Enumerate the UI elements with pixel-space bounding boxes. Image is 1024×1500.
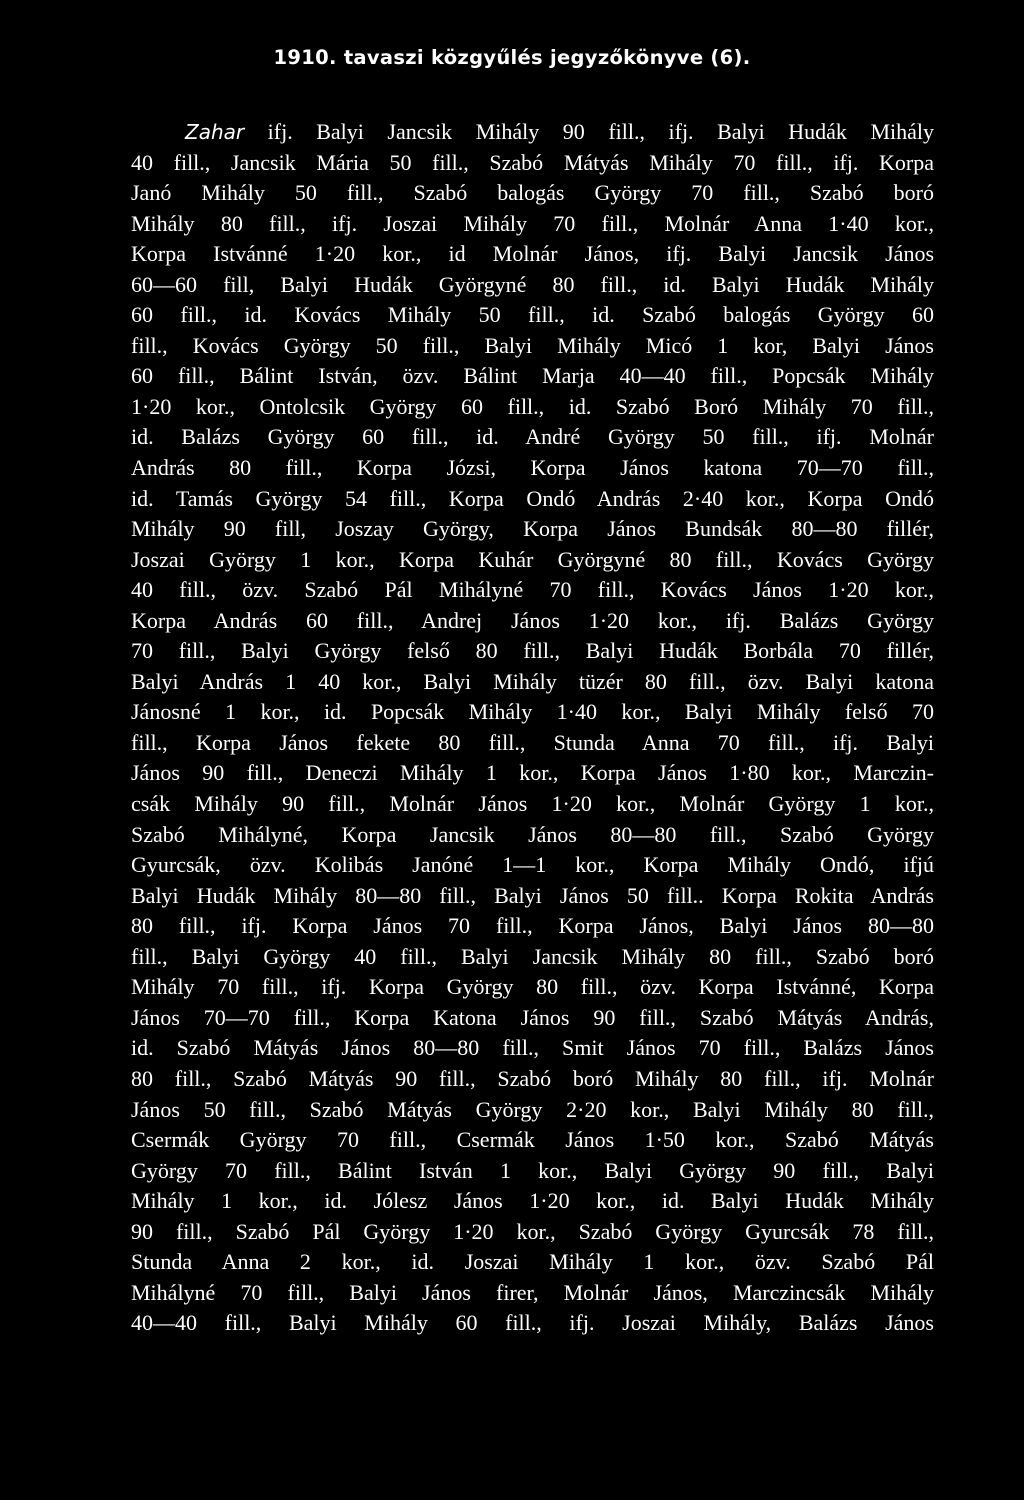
text-line: id. Tamás György 54 fill., Korpa Ondó András 2·40 kor., Korpa Ondó bbox=[131, 485, 934, 511]
text-line: fill., Balyi György 40 fill., Balyi Jancsik Mihály 80 fill., Szabó boró bbox=[131, 943, 934, 969]
text-line: Janó Mihály 50 fill., Szabó balogás György 70 fill., Szabó boró bbox=[131, 180, 934, 206]
text-line: János 50 fill., Szabó Mátyás György 2·20 kor., Balyi Mihály 80 fill., bbox=[131, 1096, 934, 1122]
text-line: 40—40 fill., Balyi Mihály 60 fill., ifj. Joszai Mihály, Balázs János bbox=[131, 1310, 934, 1336]
text-line: Korpa András 60 fill., Andrej János 1·20 kor., ifj. Balázs György bbox=[131, 607, 934, 633]
text-line: Mihály 90 fill, Joszay György, Korpa János Bundsák 80—80 fillér, bbox=[131, 516, 934, 542]
text-line: Mihályné 70 fill., Balyi János firer, Molnár János, Marczincsák Mihály bbox=[131, 1279, 934, 1305]
text-line: Szabó Mihályné, Korpa Jancsik János 80—80 fill., Szabó György bbox=[131, 821, 934, 847]
text-line: Joszai György 1 kor., Korpa Kuhár Györgyné 80 fill., Kovács György bbox=[131, 546, 934, 572]
page-title: 1910. tavaszi közgyűlés jegyzőkönyve (6). bbox=[273, 46, 751, 69]
text-line: Csermák György 70 fill., Csermák János 1·50 kor., Szabó Mátyás bbox=[131, 1127, 934, 1153]
document-body bbox=[131, 117, 934, 1339]
text-line: 1·20 kor., Ontolcsik György 60 fill., id. Szabó Boró Mihály 70 fill., bbox=[131, 393, 934, 419]
text-line: id. Balázs György 60 fill., id. André György 50 fill., ifj. Molnár bbox=[131, 424, 934, 450]
text-line: id. Szabó Mátyás János 80—80 fill., Smit János 70 fill., Balázs János bbox=[131, 1035, 934, 1061]
text-line: Gyurcsák, özv. Kolibás Janóné 1—1 kor., Korpa Mihály Ondó, ifjú bbox=[131, 852, 934, 878]
text-line: Mihály 80 fill., ifj. Joszai Mihály 70 fill., Molnár Anna 1·40 kor., bbox=[131, 210, 934, 236]
text-line: 60—60 fill, Balyi Hudák Györgyné 80 fill., id. Balyi Hudák Mihály bbox=[131, 271, 934, 297]
text-line: 60 fill., Bálint István, özv. Bálint Marja 40—40 fill., Popcsák Mihály bbox=[131, 363, 934, 389]
text-line: János 90 fill., Deneczi Mihály 1 kor., Korpa János 1·80 kor., Marczin- bbox=[131, 760, 934, 786]
text-line: csák Mihály 90 fill., Molnár János 1·20 kor., Molnár György 1 kor., bbox=[131, 791, 934, 817]
text-line: 80 fill., Szabó Mátyás 90 fill., Szabó boró Mihály 80 fill., ifj. Molnár bbox=[131, 1065, 934, 1091]
text-line bbox=[131, 117, 934, 148]
text-line: 90 fill., Szabó Pál György 1·20 kor., Szabó György Gyurcsák 78 fill., bbox=[131, 1218, 934, 1244]
text-line: fill., Korpa János fekete 80 fill., Stunda Anna 70 fill., ifj. Balyi bbox=[131, 729, 934, 755]
text-line: Mihály 70 fill., ifj. Korpa György 80 fill., özv. Korpa Istvánné, Korpa bbox=[131, 974, 934, 1000]
text-line: Balyi Hudák Mihály 80—80 fill., Balyi János 50 fill.. Korpa Rokita András bbox=[131, 882, 934, 908]
text-line: 80 fill., ifj. Korpa János 70 fill., Korpa János, Balyi János 80—80 bbox=[131, 913, 934, 939]
text-line: 60 fill., id. Kovács Mihály 50 fill., id. Szabó balogás György 60 bbox=[131, 302, 934, 328]
text-line-rest: ifj. Balyi Jancsik Mihály 90 fill., ifj. Balyi Hudák Mihály bbox=[244, 119, 934, 144]
text-line: György 70 fill., Bálint István 1 kor., Balyi György 90 fill., Balyi bbox=[131, 1157, 934, 1183]
text-line: fill., Kovács György 50 fill., Balyi Mihály Micó 1 kor, Balyi János bbox=[131, 332, 934, 358]
text-line: Korpa Istvánné 1·20 kor., id Molnár János, ifj. Balyi Jancsik János bbox=[131, 241, 934, 267]
lead-word: Zahar bbox=[185, 120, 245, 144]
text-line: András 80 fill., Korpa Józsi, Korpa János katona 70—70 fill., bbox=[131, 455, 934, 481]
text-line: Balyi András 1 40 kor., Balyi Mihály tüzér 80 fill., özv. Balyi katona bbox=[131, 668, 934, 694]
text-line: János 70—70 fill., Korpa Katona János 90 fill., Szabó Mátyás András, bbox=[131, 1004, 934, 1030]
text-line: 40 fill., Jancsik Mária 50 fill., Szabó Mátyás Mihály 70 fill., ifj. Korpa bbox=[131, 149, 934, 175]
text-line: 70 fill., Balyi György felső 80 fill., Balyi Hudák Borbála 70 fillér, bbox=[131, 638, 934, 664]
text-line: Jánosné 1 kor., id. Popcsák Mihály 1·40 kor., Balyi Mihály felső 70 bbox=[131, 699, 934, 725]
text-line: Mihály 1 kor., id. Jólesz János 1·20 kor., id. Balyi Hudák Mihály bbox=[131, 1188, 934, 1214]
text-line: 40 fill., özv. Szabó Pál Mihályné 70 fill., Kovács János 1·20 kor., bbox=[131, 577, 934, 603]
text-line: Stunda Anna 2 kor., id. Joszai Mihály 1 kor., özv. Szabó Pál bbox=[131, 1249, 934, 1275]
